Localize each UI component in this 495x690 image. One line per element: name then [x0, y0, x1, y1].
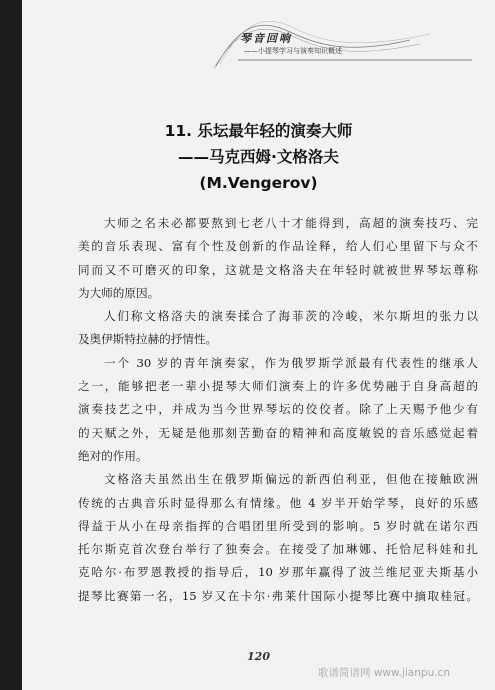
- body-line: 及奥伊斯特拉赫的抒情性。: [78, 332, 218, 347]
- body-line: 绝对的作用。: [78, 448, 148, 463]
- body-line: 一个 30 岁的青年演奏家，作为俄罗斯学派最有代表性的继承人: [104, 355, 478, 370]
- body-line: 托尔斯克首次登台举行了独奏会。在接受了加琳娜、托恰尼科娃和扎: [78, 542, 478, 557]
- title-line-1: 11. 乐坛最年轻的演奏大师: [164, 122, 353, 140]
- body-line: 的天赋之外，无疑是他那刻苦勤奋的精神和高度敏锐的音乐感觉起着: [78, 425, 478, 440]
- body-line: 传统的古典音乐时显得那么有情缘。他 4 岁半开始学琴，良好的乐感: [78, 495, 478, 510]
- title-line-2: ——马克西姆·文格洛夫: [178, 148, 339, 166]
- body-line: 大师之名未必都要熬到七老八十才能得到，高超的演奏技巧、完: [104, 216, 478, 230]
- body-text: [78, 212, 478, 608]
- header-title: 琴音回响: [240, 32, 292, 45]
- body-line: 文格洛夫虽然出生在俄罗斯偏远的新西伯利亚，但他在接触欧洲: [104, 472, 478, 487]
- body-line: 美的音乐表现、富有个性及创新的作品诠释，给人们心里留下与众不: [78, 239, 478, 254]
- body-line: 提琴比赛第一名，15 岁又在卡尔·弗莱什国际小提琴比赛中摘取桂冠。: [78, 588, 478, 603]
- body-line: 为大师的原因。: [78, 285, 160, 300]
- body-line: 得益于从小在母亲指挥的合唱团里所受到的影响。5 岁时就在诺尔西: [78, 518, 478, 533]
- title-line-3: (M.Vengerov): [199, 174, 318, 192]
- body-line: 人们称文格洛夫的演奏揉合了海菲茨的冷峻，米尔斯坦的张力以: [104, 309, 478, 324]
- page-number: 120: [247, 650, 270, 663]
- watermark: 歌谱简谱网 www.jianpu.cn: [318, 667, 450, 679]
- body-line: 克哈尔·布罗恩教授的指导后，10 岁那年赢得了波兰维尼亚夫斯基小: [78, 565, 478, 580]
- chapter-title: [22, 118, 495, 196]
- header-subtitle: ——小提琴学习与演奏知识概述: [244, 47, 342, 55]
- body-line: 之一，能够把老一辈小提琴大师们演奏上的许多优势融于自身高超的: [78, 379, 478, 394]
- body-line: 同而又不可磨灭的印象，这就是文格洛夫在年轻时就被世界琴坛尊称: [78, 262, 478, 277]
- running-header: [210, 14, 480, 72]
- body-line: 演奏技艺之中，并成为当今世界琴坛的佼佼者。除了上天赐予他少有: [78, 402, 478, 417]
- book-page: [22, 0, 495, 690]
